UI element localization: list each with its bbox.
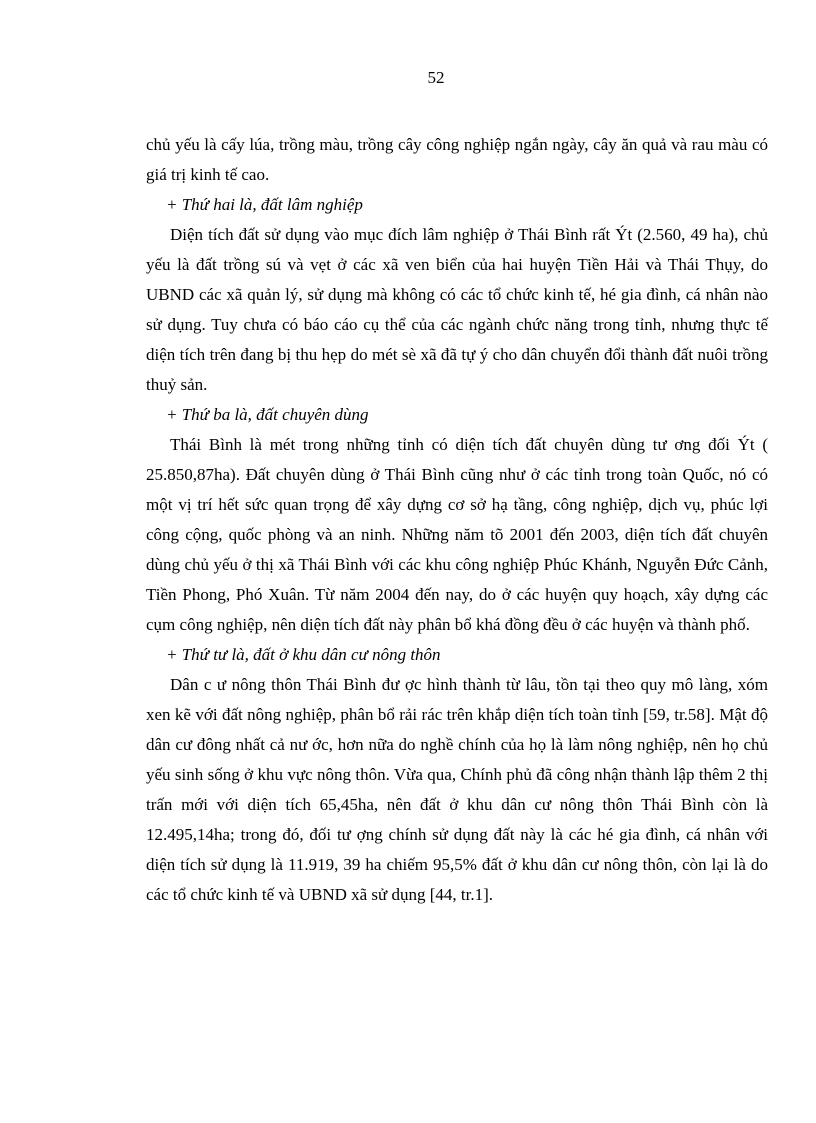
section-heading-forestry-land: + Thứ hai là, đất lâm nghiệp: [166, 195, 363, 214]
paragraph-intro: chủ yếu là cấy lúa, trồng màu, trồng cây công nghiệp ngắn ngày, cây ăn quả và rau màu có giá trị kinh tế cao.: [146, 135, 768, 184]
paragraph-specialized-land: Thái Bình là mét trong những tỉnh có diện tích đất chuyên dùng tư ơng đối Ýt ( 25.850,87ha). Đất chuyên dùng ở Thái Bình cũng như ở các tỉnh trong toàn Quốc, nó có một vị trí hết sức quan trọng để xây dựng cơ sở hạ tầng, công nghiệp, dịch vụ, phúc lợi công cộng, quốc phòng và an ninh. Những năm tõ 2001 đến 2003, diện tích đất chuyên dùng chủ yếu ở thị xã Thái Bình với các khu công nghiệp Phúc Khánh, Nguyễn Đức Cảnh, Tiền Phong, Phó Xuân. Từ năm 2004 đến nay, do ở các huyện quy hoạch, xây dựng các cụm công nghiệp, nên diện tích đất này phân bổ khá đồng đều ở các huyện và thành phố.: [146, 435, 768, 634]
section-heading-specialized-land: + Thứ ba là, đất chuyên dùng: [166, 405, 369, 424]
paragraph-rural-residential-land: Dân c ư nông thôn Thái Bình đư ợc hình thành từ lâu, tồn tại theo quy mô làng, xóm xen kẽ với đất nông nghiệp, phân bổ rải rác trên khắp diện tích toàn tỉnh [59, tr.58]. Mật độ dân cư đông nhất cả nư ớc, hơn nữa do nghề chính của họ là làm nông nghiệp, nên họ chủ yếu sinh sống ở khu vực nông thôn. Vừa qua, Chính phủ đã công nhận thành lập thêm 2 thị trấn mới với diện tích 65,45ha, nên đất ở khu dân cư nông thôn Thái Bình còn là 12.495,14ha; trong đó, đối tư ợng chính sử dụng đất này là các hé gia đình, cá nhân với diện tích sử dụng là 11.919, 39 ha chiếm 95,5% đất ở khu dân cư nông thôn, còn lại là do các tổ chức kinh tế và UBND xã sử dụng [44, tr.1].: [146, 675, 768, 904]
body-text: [146, 130, 768, 910]
section-heading-rural-residential-land: + Thứ tư là, đất ở khu dân cư nông thôn: [166, 645, 441, 664]
paragraph-forestry-land: Diện tích đất sử dụng vào mục đích lâm nghiệp ở Thái Bình rất Ýt (2.560, 49 ha), chủ yếu là đất trồng sú và vẹt ở các xã ven biển của hai huyện Tiền Hải và Thái Thụy, do UBND các xã quản lý, sử dụng mà không có các tổ chức kinh tế, hé gia đình, cá nhân nào sử dụng. Tuy chưa có báo cáo cụ thể của các ngành chức năng trong tỉnh, nhưng thực tế diện tích trên đang bị thu hẹp do mét sè xã đã tự ý cho dân chuyển đổi thành đất nuôi trồng thuỷ sản.: [146, 225, 768, 394]
page-number: 52: [427, 68, 445, 87]
